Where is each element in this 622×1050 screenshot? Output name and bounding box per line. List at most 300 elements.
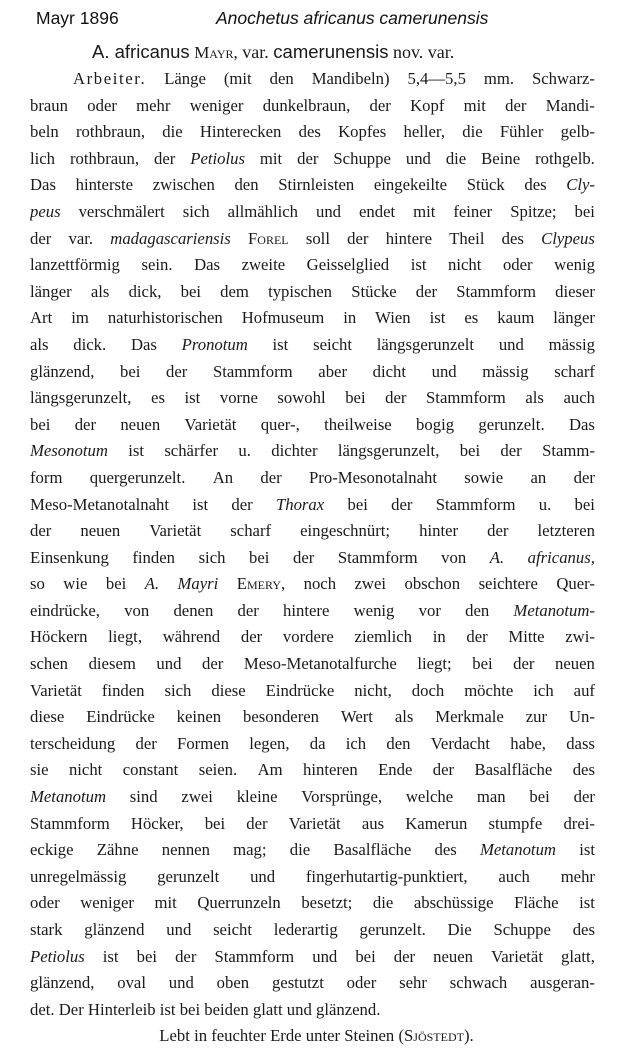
text-fragment: zwei	[354, 574, 387, 594]
text-fragment: var.	[68, 228, 94, 248]
text-fragment: nennen	[161, 840, 210, 860]
word	[123, 757, 179, 784]
word	[411, 252, 427, 279]
text-line	[30, 784, 595, 811]
text-fragment: und	[315, 201, 342, 221]
text-fragment: africanus,	[527, 547, 595, 567]
word	[190, 146, 245, 173]
text-fragment: Einsenkung	[30, 547, 109, 567]
word	[258, 757, 283, 784]
word	[30, 226, 51, 253]
text-fragment: schärfer	[164, 441, 219, 461]
word	[177, 704, 221, 731]
word	[479, 571, 538, 598]
word	[249, 545, 269, 572]
word	[164, 66, 206, 93]
text-fragment: Cly-	[566, 175, 595, 195]
text-fragment: die	[289, 840, 311, 860]
text-fragment: ausgeran-	[530, 973, 595, 993]
word	[270, 1026, 306, 1045]
word	[481, 146, 520, 173]
word	[124, 598, 149, 625]
text-fragment: von	[124, 600, 150, 620]
word	[278, 172, 354, 199]
text-fragment: ist	[192, 494, 209, 514]
word	[204, 1000, 253, 1019]
word	[200, 119, 282, 146]
word	[165, 678, 192, 705]
text-fragment: welche	[405, 787, 454, 807]
text-fragment: sehr	[399, 973, 427, 993]
text-fragment: auch	[563, 388, 595, 408]
word	[106, 571, 126, 598]
text-fragment: Stücke	[351, 281, 397, 301]
word	[433, 944, 473, 971]
word	[419, 598, 441, 625]
text-fragment: während	[162, 627, 221, 647]
word	[416, 412, 454, 439]
word	[76, 172, 133, 199]
text-fragment: Mandi-	[545, 95, 595, 115]
word	[237, 784, 278, 811]
text-fragment: längsgerunzelt	[376, 334, 475, 354]
text-fragment: Stammform	[435, 494, 516, 514]
text-fragment: mehr	[560, 866, 595, 886]
word	[137, 944, 157, 971]
text-fragment: diese	[211, 680, 246, 700]
text-fragment: noch	[303, 574, 337, 594]
text-line	[30, 837, 595, 864]
word	[450, 970, 507, 997]
text-fragment: finden	[132, 547, 175, 567]
word	[248, 226, 289, 253]
word	[499, 332, 524, 359]
text-fragment: rothbraun,	[69, 148, 140, 168]
heading-var-prefix: var.	[242, 42, 269, 62]
text-fragment: weniger	[80, 893, 134, 913]
word	[554, 252, 595, 279]
text-fragment: des	[434, 840, 457, 860]
text-fragment: A.	[489, 547, 505, 567]
text-fragment: mässig	[482, 361, 529, 381]
word	[526, 704, 547, 731]
word	[385, 385, 406, 412]
word	[180, 1000, 205, 1019]
word	[510, 731, 546, 758]
word	[283, 624, 334, 651]
text-fragment: vorne	[219, 388, 258, 408]
text-fragment: Un-	[568, 707, 595, 727]
text-fragment: Stammform	[30, 813, 110, 833]
text-line	[30, 438, 595, 465]
text-fragment: scharf	[230, 521, 272, 541]
word	[566, 172, 595, 199]
word	[546, 93, 595, 120]
text-fragment: Das	[568, 414, 595, 434]
text-fragment: bei	[249, 547, 270, 567]
word	[464, 678, 513, 705]
text-fragment: der	[505, 95, 527, 115]
word	[87, 93, 117, 120]
text-fragment: abschüssige	[413, 893, 494, 913]
word	[505, 93, 526, 120]
word	[555, 279, 595, 306]
word	[489, 811, 543, 838]
text-line	[30, 997, 595, 1024]
text-fragment: mit	[463, 95, 486, 115]
text-fragment: glänzend,	[30, 973, 95, 993]
word	[541, 226, 595, 253]
word	[30, 864, 126, 891]
word	[333, 837, 411, 864]
text-line	[30, 917, 595, 944]
text-fragment: bei	[459, 441, 481, 461]
word	[90, 465, 186, 492]
text-fragment: des	[501, 228, 524, 248]
text-fragment: der	[393, 946, 416, 966]
text-fragment: als	[90, 281, 110, 301]
word	[374, 172, 447, 199]
word	[502, 226, 524, 253]
text-fragment: Metanotum-	[513, 600, 595, 620]
text-fragment: mit	[413, 201, 436, 221]
text-fragment: der	[74, 414, 97, 434]
text-fragment: neuen	[80, 521, 121, 541]
text-line	[30, 492, 595, 519]
word	[412, 678, 444, 705]
word	[160, 1000, 180, 1019]
text-fragment: wenig	[554, 255, 595, 275]
text-fragment: der	[466, 627, 488, 647]
text-fragment: es	[151, 388, 165, 408]
word	[460, 438, 480, 465]
word	[359, 199, 395, 226]
text-fragment: Varietät	[288, 813, 341, 833]
word	[355, 571, 387, 598]
text-fragment: unter	[305, 1026, 341, 1046]
word	[477, 784, 506, 811]
word	[272, 970, 324, 997]
text-fragment: Kopfes	[338, 122, 387, 142]
text-fragment: und	[166, 920, 192, 939]
word	[120, 359, 140, 386]
text-fragment: schen	[30, 654, 68, 674]
text-fragment: Ende	[378, 760, 413, 780]
text-fragment: oval	[117, 973, 146, 993]
text-fragment: des	[524, 175, 547, 195]
word	[312, 944, 337, 971]
word	[386, 226, 432, 253]
text-fragment: bei	[472, 654, 493, 674]
word	[211, 678, 245, 705]
text-fragment: neuen	[433, 946, 474, 966]
word	[391, 492, 412, 519]
text-fragment: bei	[30, 414, 51, 434]
text-fragment: und	[312, 946, 338, 966]
word	[378, 757, 412, 784]
text-fragment: ist	[272, 334, 289, 354]
word	[69, 757, 102, 784]
word	[220, 279, 249, 306]
text-fragment: möchte	[464, 680, 514, 700]
word	[76, 119, 145, 146]
text-fragment: bei	[120, 361, 141, 381]
text-fragment: hinteren	[303, 760, 358, 780]
text-fragment: sich	[182, 201, 210, 221]
word	[145, 571, 159, 598]
text-fragment: det.	[30, 999, 55, 1019]
word	[414, 890, 494, 917]
text-fragment: Schwarz-	[531, 69, 595, 88]
text-fragment: Schuppe	[493, 920, 551, 939]
text-fragment: so	[30, 574, 45, 594]
word	[417, 651, 451, 678]
text-line	[30, 545, 595, 572]
word	[30, 837, 74, 864]
word	[490, 545, 504, 572]
text-fragment: A.	[144, 574, 160, 594]
text-fragment: des	[572, 920, 595, 939]
word	[131, 811, 184, 838]
text-fragment: gerunzelt	[157, 866, 220, 886]
text-fragment: kaum	[497, 308, 535, 328]
word	[341, 704, 373, 731]
word	[213, 465, 233, 492]
text-fragment: besetzt;	[301, 893, 353, 913]
text-fragment: mm.	[483, 69, 514, 88]
word	[202, 651, 223, 678]
word	[244, 651, 397, 678]
text-fragment: der	[513, 654, 535, 674]
text-line	[30, 279, 595, 306]
text-fragment: bei	[204, 813, 226, 833]
text-fragment: glänzend.	[315, 999, 381, 1019]
word	[177, 731, 229, 758]
text-fragment: der	[175, 946, 197, 966]
word	[346, 731, 366, 758]
text-fragment: lich	[30, 148, 56, 168]
text-fragment: kleine	[236, 787, 278, 807]
text-fragment: Stamm-	[542, 441, 595, 461]
word	[493, 917, 550, 944]
text-fragment: fingerhutartig-punktiert,	[305, 866, 468, 886]
text-fragment: gestutzt	[271, 973, 324, 993]
word	[539, 492, 552, 519]
word	[351, 279, 396, 306]
running-header	[0, 8, 622, 32]
word	[561, 864, 595, 891]
word	[30, 598, 100, 625]
word	[283, 598, 329, 625]
text-fragment: naturhistorischen	[107, 308, 223, 328]
text-fragment: finden	[101, 680, 145, 700]
word	[30, 624, 87, 651]
word	[136, 731, 157, 758]
text-fragment: die	[462, 122, 483, 142]
word	[529, 784, 549, 811]
text-fragment: Das	[30, 175, 56, 195]
word	[306, 864, 468, 891]
word	[30, 704, 64, 731]
text-fragment: die	[445, 148, 467, 168]
word	[156, 651, 181, 678]
word	[30, 385, 131, 412]
text-fragment: bogig	[416, 414, 455, 434]
text-fragment: längsgerunzelt,	[30, 388, 132, 408]
text-fragment: da	[309, 733, 326, 753]
text-fragment: hintere	[283, 600, 330, 620]
text-fragment: gerunzelt.	[478, 414, 545, 434]
text-fragment: peus	[30, 201, 61, 221]
text-fragment: Hofmuseum	[241, 308, 325, 328]
word	[433, 757, 454, 784]
word	[260, 146, 282, 173]
text-fragment: weniger	[189, 95, 244, 115]
text-fragment: dunkelbraun,	[262, 95, 351, 115]
text-line	[30, 119, 595, 146]
text-fragment: die	[162, 122, 183, 142]
word	[531, 465, 547, 492]
text-fragment: u.	[538, 494, 552, 514]
word	[474, 757, 552, 784]
text-fragment: stark	[30, 920, 63, 939]
word	[464, 93, 486, 120]
word	[573, 917, 595, 944]
text-fragment: auf	[573, 680, 595, 700]
text-fragment: Meso-Metanotalfurche	[243, 654, 397, 674]
text-fragment: neuen	[120, 414, 161, 434]
word	[79, 199, 165, 226]
text-line	[30, 199, 595, 226]
word	[228, 199, 298, 226]
word	[242, 252, 286, 279]
text-fragment: Vorsprünge,	[301, 787, 383, 807]
word	[347, 226, 368, 253]
word	[30, 944, 85, 971]
word	[466, 624, 487, 651]
text-fragment: Am	[257, 760, 283, 780]
text-fragment: sowie	[464, 467, 504, 487]
text-fragment: bei	[574, 201, 595, 221]
word	[549, 332, 595, 359]
description-body	[30, 66, 595, 1050]
text-fragment: letzteren	[537, 521, 595, 541]
text-fragment: als	[394, 707, 414, 727]
word	[338, 119, 386, 146]
text-fragment: bei	[574, 494, 595, 514]
text-fragment: sie	[30, 760, 49, 780]
word	[301, 784, 382, 811]
word	[30, 784, 106, 811]
text-fragment: länger	[553, 308, 595, 328]
word	[163, 624, 220, 651]
text-fragment: bei	[529, 787, 550, 807]
word	[313, 332, 352, 359]
word	[554, 359, 595, 386]
word	[181, 784, 213, 811]
text-fragment: dick.	[73, 334, 107, 354]
word	[432, 359, 457, 386]
word	[183, 199, 210, 226]
text-fragment: dicht	[372, 361, 406, 381]
word	[30, 917, 62, 944]
word	[433, 624, 446, 651]
text-fragment: und	[250, 866, 276, 886]
word	[303, 757, 358, 784]
word	[266, 678, 335, 705]
text-fragment: der	[166, 361, 188, 381]
word	[354, 598, 395, 625]
word	[69, 226, 94, 253]
text-fragment: den	[465, 600, 490, 620]
text-line	[30, 172, 595, 199]
text-fragment: Sjöstedt	[404, 1026, 464, 1046]
word	[566, 731, 595, 758]
text-fragment: der	[347, 228, 369, 248]
text-line	[30, 146, 595, 173]
text-line	[30, 598, 595, 625]
text-fragment: eindrücke,	[30, 600, 100, 620]
text-fragment: soll	[305, 228, 330, 248]
word	[462, 119, 482, 146]
word	[30, 731, 115, 758]
text-fragment: Hinterleib	[87, 999, 156, 1019]
word	[306, 226, 330, 253]
text-fragment: wenig	[353, 600, 395, 620]
word	[91, 279, 110, 306]
word	[30, 651, 68, 678]
text-fragment: in	[432, 627, 446, 647]
word	[395, 704, 414, 731]
text-fragment: die	[372, 893, 394, 913]
word	[410, 93, 444, 120]
text-fragment: der	[297, 148, 319, 168]
word	[234, 172, 258, 199]
word	[30, 757, 49, 784]
word	[30, 332, 49, 359]
word	[553, 305, 595, 332]
text-line	[30, 944, 595, 971]
word	[498, 864, 530, 891]
text-fragment: Varietät	[491, 946, 543, 966]
word	[30, 146, 55, 173]
text-fragment: beln	[30, 122, 59, 142]
text-fragment: Fläche	[514, 893, 559, 913]
text-fragment: ist	[429, 308, 446, 328]
text-fragment: glänzend,	[30, 361, 95, 381]
word	[533, 678, 553, 705]
text-fragment: der	[487, 521, 509, 541]
word	[345, 385, 365, 412]
text-fragment: ).	[463, 1026, 474, 1046]
word	[30, 518, 51, 545]
text-line	[30, 1023, 595, 1050]
word	[316, 199, 341, 226]
word	[464, 305, 478, 332]
word	[242, 305, 325, 332]
word	[103, 944, 119, 971]
word	[370, 93, 391, 120]
word	[175, 944, 196, 971]
word	[491, 944, 543, 971]
text-fragment: oder	[30, 893, 60, 913]
text-line	[30, 571, 595, 598]
word	[484, 66, 514, 93]
text-fragment: dass	[566, 733, 595, 753]
word	[276, 492, 324, 519]
text-fragment: zur	[525, 707, 548, 727]
text-line	[30, 359, 595, 386]
